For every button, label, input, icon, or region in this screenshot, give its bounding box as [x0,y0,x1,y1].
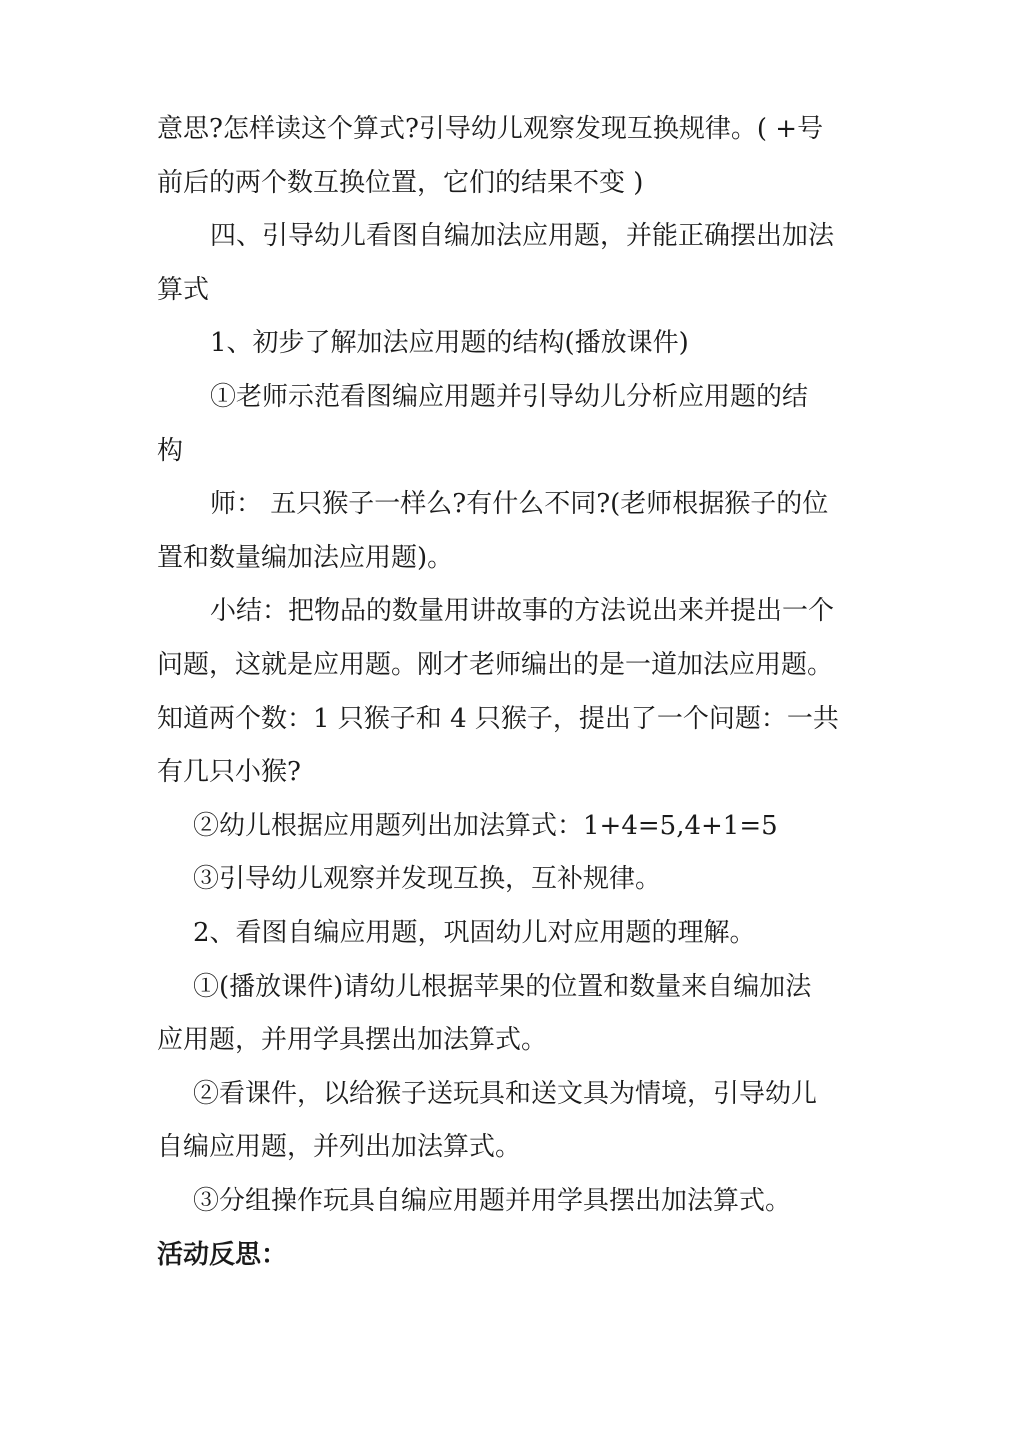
text-line: 意思?怎样读这个算式?引导幼儿观察发现互换规律。( +号 [157,114,824,144]
text-line: 四、引导幼儿看图自编加法应用题，并能正确摆出加法 [210,221,835,251]
text-line: 2、看图自编应用题，巩固幼儿对应用题的理解。 [193,918,756,948]
text-line: 前后的两个数互换位置，它们的结果不变 ) [157,168,644,198]
text-line: 知道两个数：1 只猴子和 4 只猴子，提出了一个问题：一共 [157,704,839,734]
text-line: ②看课件，以给猴子送玩具和送文具为情境，引导幼儿 [193,1079,818,1109]
text-line: 小结：把物品的数量用讲故事的方法说出来并提出一个 [210,596,835,626]
text-line: 算式 [157,275,210,305]
text-line: 问题，这就是应用题。刚才老师编出的是一道加法应用题。 [157,650,834,680]
text-line: 1、初步了解加法应用题的结构(播放课件) [210,328,689,358]
text-line: ①(播放课件)请幼儿根据苹果的位置和数量来自编加法 [193,972,812,1002]
text-line: ③分组操作玩具自编应用题并用学具摆出加法算式。 [193,1186,792,1216]
text-line: 置和数量编加法应用题)。 [157,543,454,573]
text-line: ①老师示范看图编应用题并引导幼儿分析应用题的结 [210,382,809,412]
text-line: 构 [157,436,184,466]
text-line: ②幼儿根据应用题列出加法算式：1+4=5,4+1=5 [193,811,778,841]
text-line: 自编应用题，并列出加法算式。 [157,1132,522,1162]
text-line: 应用题，并用学具摆出加法算式。 [157,1025,548,1055]
section-heading: 活动反思： [157,1240,288,1270]
text-line: 师： 五只猴子一样么?有什么不同?(老师根据猴子的位 [210,489,829,519]
text-line: ③引导幼儿观察并发现互换，互补规律。 [193,864,662,894]
text-line: 有几只小猴? [157,757,301,787]
